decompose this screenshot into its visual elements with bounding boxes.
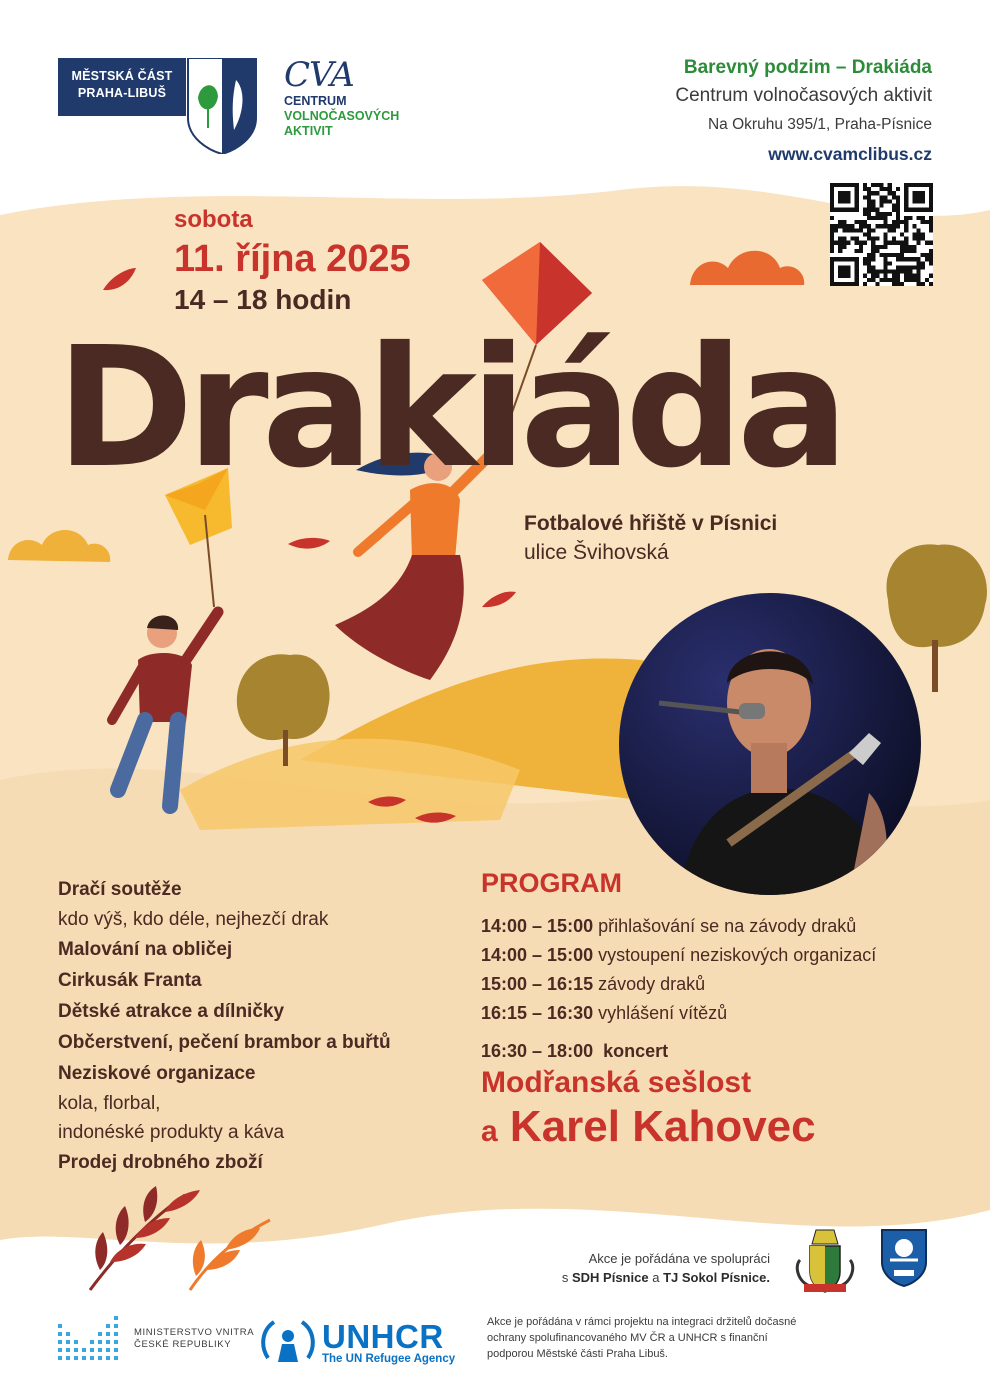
program-heading: PROGRAM	[481, 868, 622, 898]
venue-street: ulice Švihovská	[524, 541, 669, 564]
tj-sokol-crest	[880, 1226, 928, 1288]
event-info	[675, 55, 932, 169]
activity-title: Cirkusák Franta	[58, 970, 202, 991]
activity-item	[58, 934, 458, 965]
concert-label: koncert	[603, 1041, 669, 1061]
activity-item	[58, 996, 458, 1027]
activity-title: Neziskové organizace	[58, 1063, 256, 1084]
main-title: Drakiáda	[56, 312, 842, 505]
activity-title: Občerstvení, pečení brambor a buřtů	[58, 1032, 391, 1053]
cva-logo: CVA CENTRUM VOLNOČASOVÝCH AKTIVIT	[284, 55, 400, 138]
program-concert	[481, 1038, 951, 1064]
event-date	[174, 205, 411, 317]
activity-item	[58, 1058, 458, 1147]
program-row	[481, 941, 951, 970]
program-activity: vyhlášení vítězů	[598, 1003, 728, 1023]
cooperation-note: Akce je pořádána ve spolupráci s SDH Písnice a TJ Sokol Písnice.	[561, 1251, 770, 1285]
district-coat-of-arms	[186, 58, 258, 154]
cva-mark: CVA	[284, 55, 354, 95]
unhcr-logo	[260, 1318, 455, 1368]
event-website-link[interactable]: www.cvamclibus.cz	[768, 144, 932, 164]
program-activity: přihlašování se na závody draků	[598, 916, 857, 936]
event-info-address: Na Okruhu 395/1, Praha-Písnice	[707, 116, 932, 133]
activity-item	[58, 874, 458, 934]
concert-time: 16:30 – 18:00	[481, 1041, 594, 1061]
district-logo	[58, 58, 258, 154]
activities-list	[58, 874, 458, 1178]
funding-note: Akce je pořádána v rámci projektu na integraci držitelů dočasné ochrany spolufinancovaného MV ČR a UNHCR s finanční podporou Městské části Praha Libuš.	[487, 1316, 797, 1360]
ministry-logo	[58, 1314, 254, 1364]
activity-detail: kdo výš, kdo déle, nejhezčí drak	[58, 909, 329, 930]
program-row	[481, 999, 951, 1028]
venue	[524, 510, 777, 568]
activity-detail: indonéské produkty a káva	[58, 1122, 285, 1143]
unhcr-emblem	[260, 1318, 316, 1368]
activity-title: Malování na obličej	[58, 939, 233, 960]
program-row	[481, 970, 951, 999]
sdh-pisnice-crest	[794, 1226, 856, 1294]
ministry-emblem	[58, 1314, 124, 1364]
district-logo-text: MĚSTSKÁ ČÁST PRAHA-LIBUŠ	[58, 58, 186, 116]
headliner-name: a Karel Kahovec	[481, 1102, 816, 1151]
performer-photo	[619, 593, 921, 895]
program-schedule	[481, 912, 951, 1028]
qr-code[interactable]	[830, 183, 933, 286]
event-time: 14 – 18 hodin	[174, 284, 352, 315]
venue-name: Fotbalové hřiště v Písnici	[524, 512, 778, 535]
program-row	[481, 912, 951, 941]
band-name: Modřanská sešlost	[481, 1066, 752, 1099]
activity-title: Dračí soutěže	[58, 879, 182, 900]
program-time: 14:00 – 15:00	[481, 945, 594, 965]
activity-item	[58, 1027, 458, 1058]
event-day: sobota	[174, 206, 253, 233]
unhcr-tagline: The UN Refugee Agency	[322, 1352, 456, 1365]
event-info-title: Barevný podzim – Drakiáda	[683, 57, 932, 78]
program-time: 16:15 – 16:30	[481, 1003, 594, 1023]
activity-title: Prodej drobného zboží	[58, 1152, 263, 1173]
activity-item	[58, 1147, 458, 1178]
program-time: 14:00 – 15:00	[481, 916, 594, 936]
activity-detail: kola, florbal,	[58, 1093, 161, 1114]
program	[481, 866, 951, 1157]
activity-item	[58, 965, 458, 996]
unhcr-word: UNHCR	[322, 1317, 444, 1355]
event-date-text: 11. října 2025	[174, 238, 411, 280]
program-activity: vystoupení neziskových organizací	[598, 945, 877, 965]
activity-title: Dětské atrakce a dílničky	[58, 1001, 285, 1022]
program-time: 15:00 – 16:15	[481, 974, 594, 994]
event-info-organizer: Centrum volnočasových aktivit	[675, 85, 932, 106]
ministry-name: MINISTERSTVO VNITRA ČESKÉ REPUBLIKY	[134, 1327, 255, 1350]
program-activity: závody draků	[598, 974, 706, 994]
